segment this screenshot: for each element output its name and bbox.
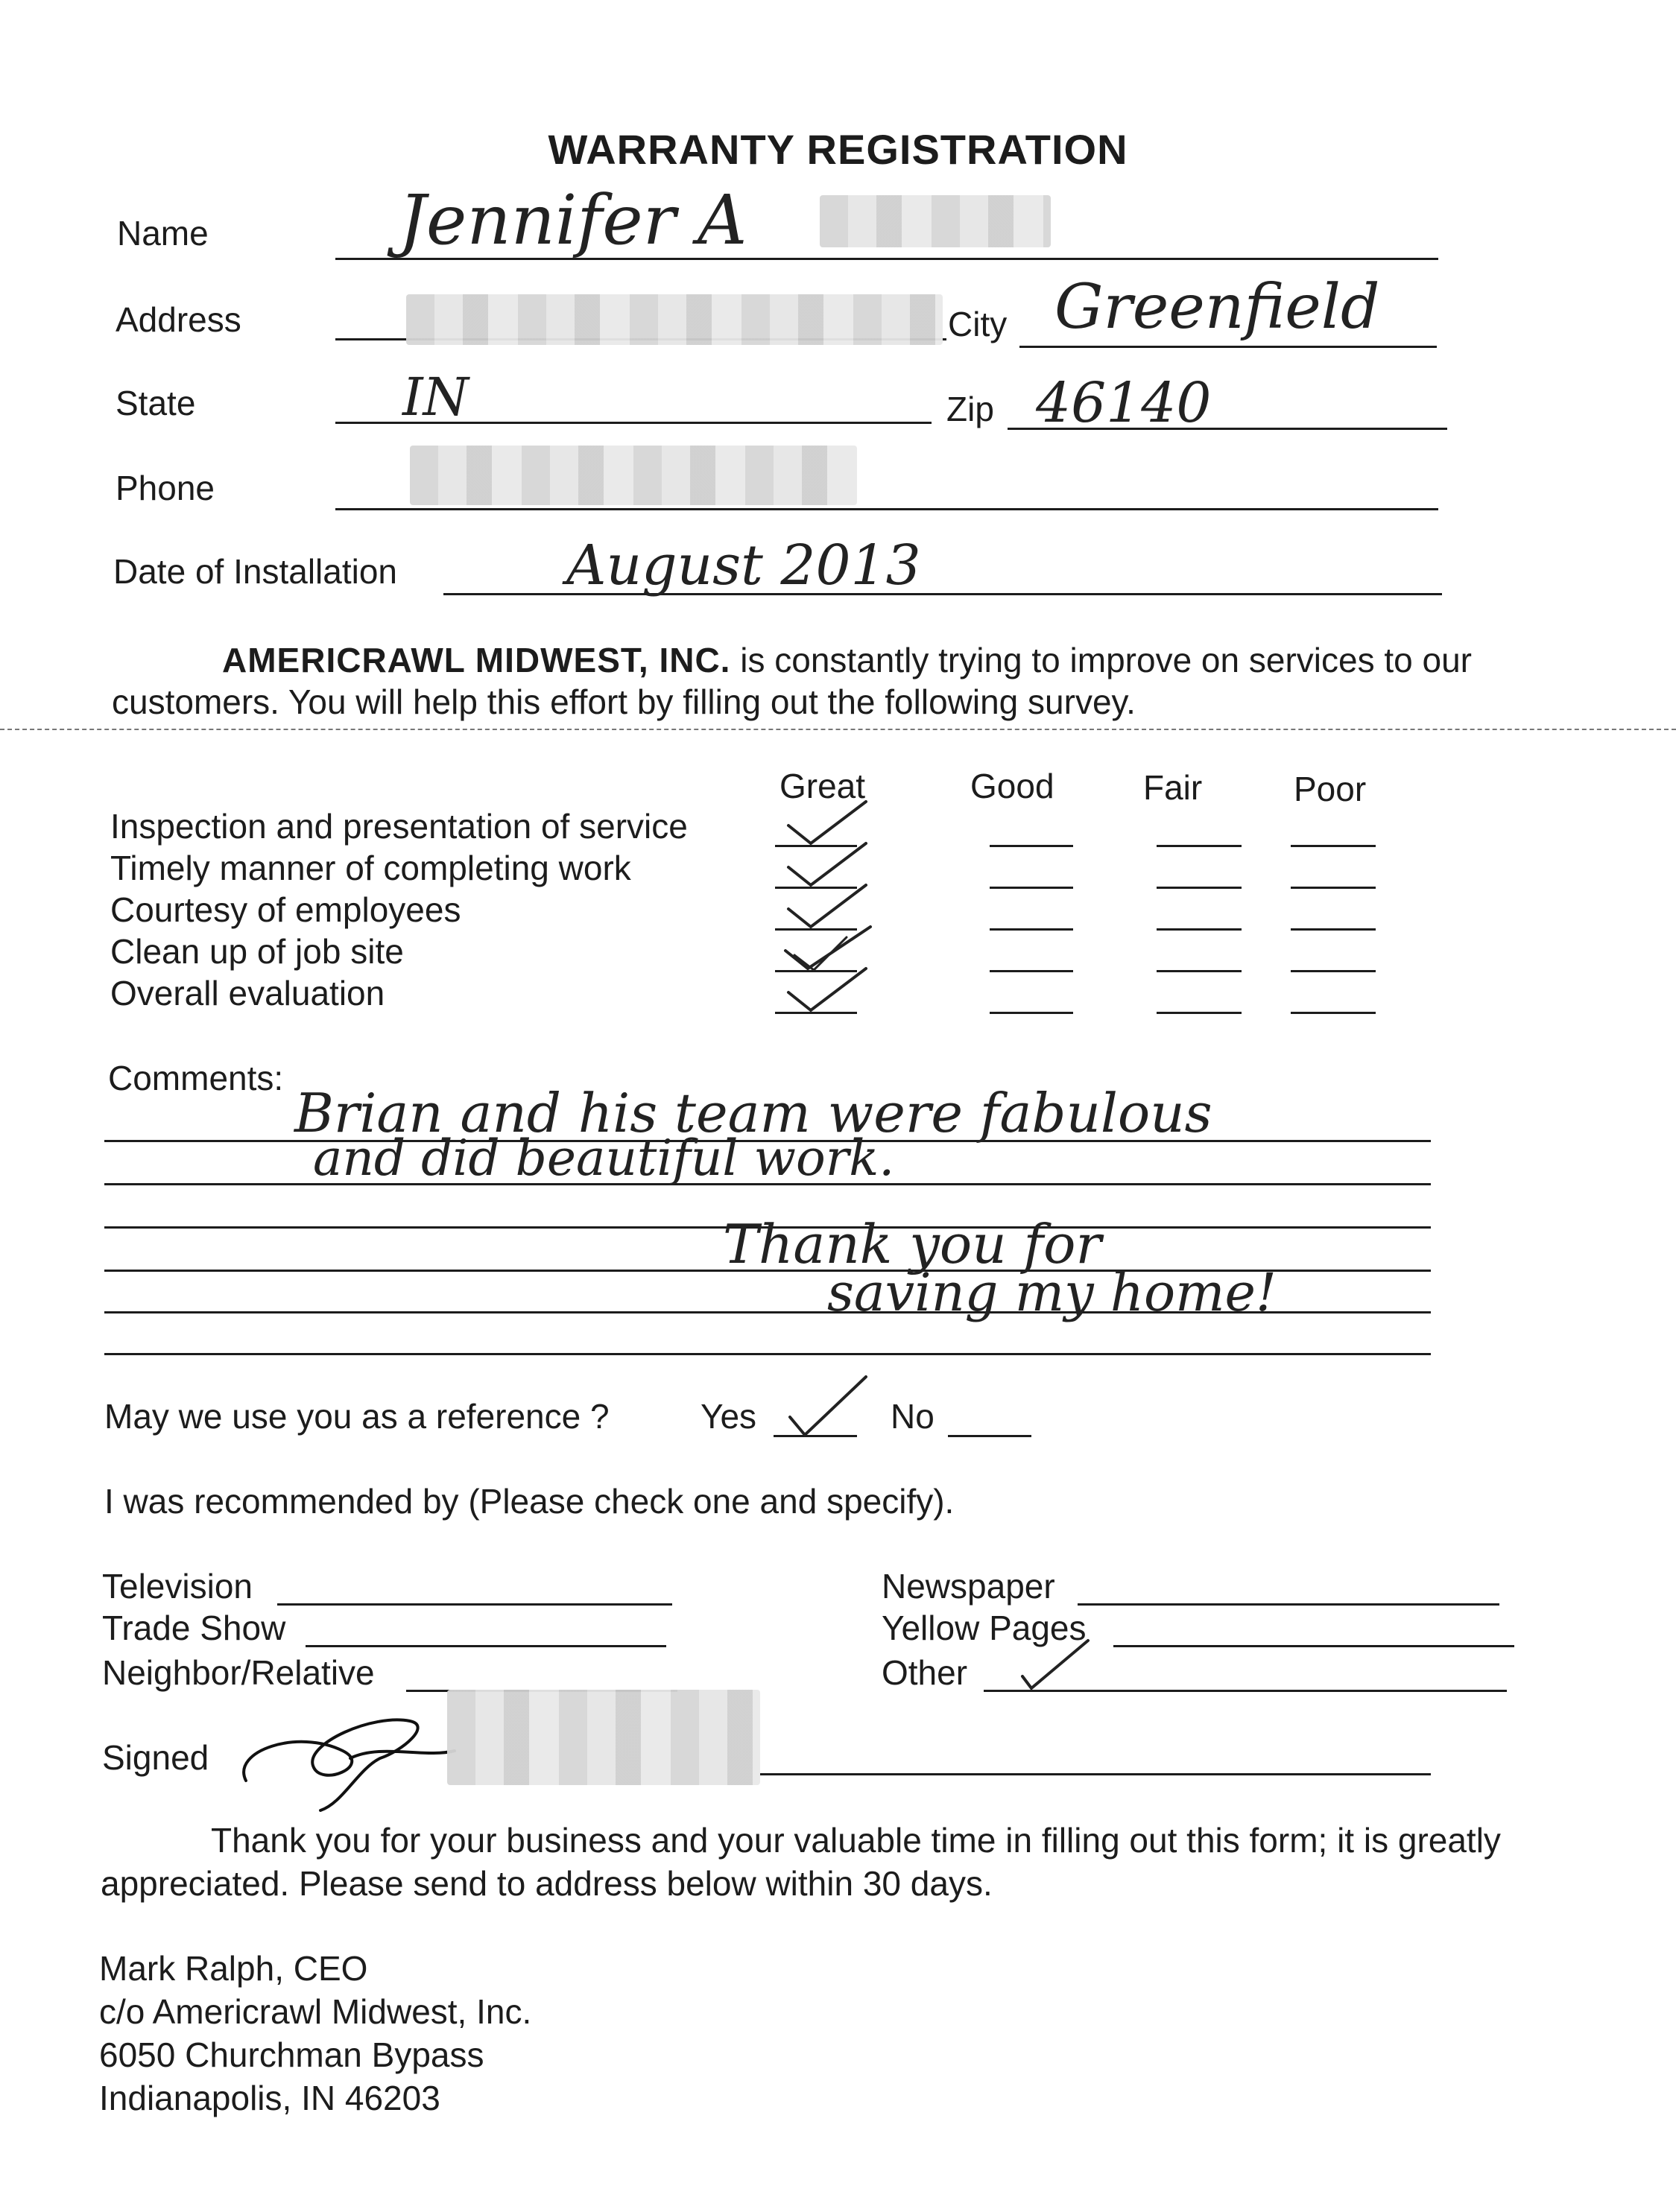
- signature-icon: [231, 1699, 469, 1818]
- poor-blank: [1291, 845, 1376, 847]
- closing-line-1: Thank you for your business and your valuable time in filling out this form; it is greatly: [211, 1821, 1501, 1860]
- signature-line: [760, 1773, 1431, 1775]
- reference-no-blank: [948, 1435, 1031, 1437]
- good-blank: [990, 1012, 1073, 1014]
- city-line: [1019, 346, 1437, 348]
- city-value: Greenfield: [1054, 272, 1380, 343]
- col-good: Good: [970, 767, 1054, 805]
- address-line: c/o Americrawl Midwest, Inc.: [99, 1992, 532, 2031]
- source-neighbor: Neighbor/Relative: [102, 1653, 375, 1692]
- fair-blank: [1157, 887, 1242, 889]
- good-blank: [990, 970, 1073, 972]
- television-blank: [277, 1603, 672, 1606]
- scan-edge-line: [0, 729, 1676, 730]
- poor-blank: [1291, 928, 1376, 931]
- closing-line-2: appreciated. Please send to address below within 30 days.: [101, 1864, 993, 1903]
- comment-text: Thank you for: [723, 1213, 1101, 1275]
- address-line: 6050 Churchman Bypass: [99, 2035, 484, 2074]
- phone-line: [335, 508, 1438, 510]
- newspaper-blank: [1078, 1603, 1499, 1606]
- redacted-phone: [410, 446, 857, 505]
- form-title: WARRANTY REGISTRATION: [548, 126, 1128, 173]
- address-line: Mark Ralph, CEO: [99, 1949, 368, 1988]
- state-label: State: [116, 384, 196, 422]
- intro-line-1: [222, 639, 1472, 681]
- survey-row-label: Courtesy of employees: [110, 890, 461, 929]
- date-label: Date of Installation: [113, 552, 398, 591]
- fair-blank: [1157, 845, 1242, 847]
- city-label: City: [948, 305, 1008, 343]
- redacted-signature-name: [447, 1690, 760, 1785]
- survey-row-label: Clean up of job site: [110, 932, 404, 971]
- col-great: Great: [780, 767, 866, 805]
- trade-show-blank: [306, 1645, 666, 1647]
- comments-label: Comments:: [108, 1059, 284, 1097]
- good-blank: [990, 845, 1073, 847]
- comment-text: saving my home!: [827, 1262, 1277, 1323]
- signed-label: Signed: [102, 1738, 209, 1777]
- source-television: Television: [102, 1567, 253, 1606]
- name-value: Jennifer A: [399, 180, 747, 260]
- fair-blank: [1157, 1012, 1242, 1014]
- source-other: Other: [882, 1653, 968, 1692]
- intro-line-2: customers. You will help this effort by filling out the following survey.: [112, 682, 1136, 721]
- good-blank: [990, 928, 1073, 931]
- redacted-address: [406, 294, 943, 345]
- date-value: August 2013: [566, 533, 921, 598]
- reference-no-label: No: [891, 1397, 935, 1436]
- survey-row-label: Timely manner of completing work: [110, 849, 631, 887]
- col-poor: Poor: [1294, 770, 1367, 808]
- poor-blank: [1291, 1012, 1376, 1014]
- company-name: AMERICRAWL MIDWEST, INC.: [222, 641, 731, 679]
- zip-value: 46140: [1036, 371, 1212, 435]
- address-line: Indianapolis, IN 46203: [99, 2079, 440, 2117]
- comment-line: [104, 1353, 1431, 1355]
- reference-yes-label: Yes: [701, 1397, 757, 1436]
- name-label: Name: [117, 214, 209, 253]
- poor-blank: [1291, 887, 1376, 889]
- poor-blank: [1291, 970, 1376, 972]
- source-yellow-pages: Yellow Pages: [882, 1609, 1087, 1647]
- source-newspaper: Newspaper: [882, 1567, 1055, 1606]
- state-value: IN: [402, 367, 469, 428]
- checkmark-icon: [782, 964, 872, 1016]
- phone-label: Phone: [116, 469, 215, 507]
- good-blank: [990, 887, 1073, 889]
- source-trade-show: Trade Show: [102, 1609, 286, 1647]
- checkmark-icon: [1013, 1636, 1095, 1693]
- comment-text: Brian and his team were fabulous: [294, 1082, 1212, 1144]
- comment-text: and did beautiful work.: [313, 1129, 895, 1187]
- survey-row-label: Overall evaluation: [110, 974, 385, 1012]
- intro-line-1-rest: is constantly trying to improve on services to our: [730, 641, 1472, 679]
- col-fair: Fair: [1143, 768, 1203, 807]
- address-label: Address: [116, 300, 241, 339]
- reference-question: May we use you as a reference ?: [104, 1397, 610, 1436]
- survey-row-label: Inspection and presentation of service: [110, 807, 688, 846]
- checkmark-icon: [782, 1372, 872, 1439]
- fair-blank: [1157, 970, 1242, 972]
- yellow-pages-blank: [1113, 1645, 1514, 1647]
- fair-blank: [1157, 928, 1242, 931]
- zip-label: Zip: [946, 390, 994, 428]
- recommended-prompt: I was recommended by (Please check one and specify).: [104, 1482, 955, 1521]
- redacted-surname: [820, 195, 1051, 247]
